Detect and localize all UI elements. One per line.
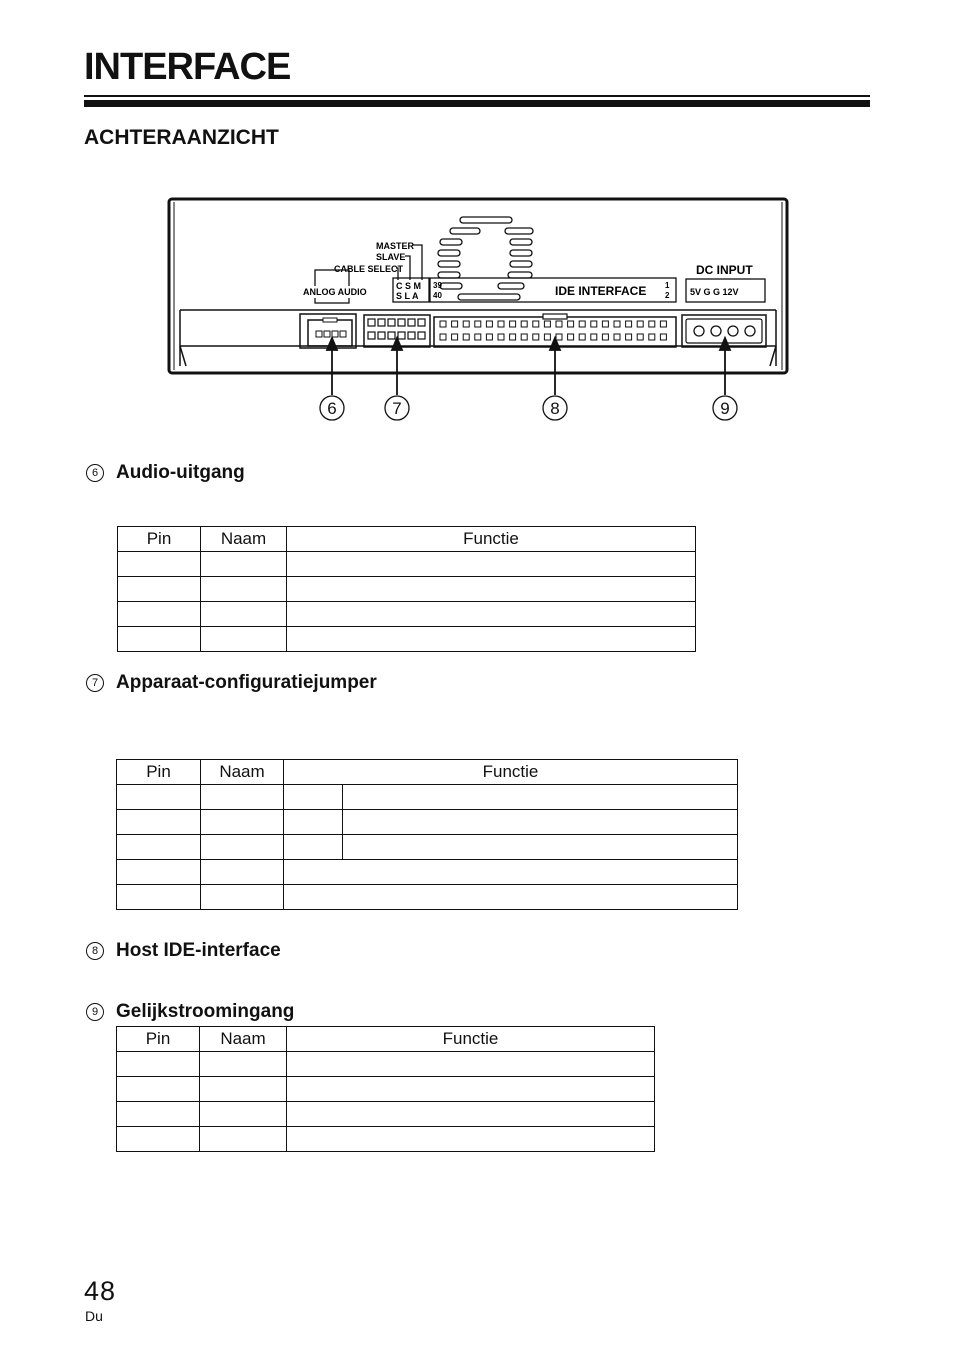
ide-pin: [649, 321, 655, 327]
ide-pin: [510, 334, 516, 340]
ide-pin: [533, 321, 539, 327]
section-number: 9: [86, 1003, 104, 1021]
pin-40-label: 40: [433, 291, 442, 300]
ide-pin: [452, 334, 458, 340]
table-header-row: [117, 1027, 655, 1052]
ide-pin: [579, 321, 585, 327]
section-dc-heading: [86, 1001, 294, 1023]
table-header-pin: Pin: [117, 1027, 200, 1052]
table-header-naam: Naam: [201, 527, 287, 552]
vent-slots: [438, 217, 533, 300]
page-title: INTERFACE: [84, 46, 291, 88]
title-rule-thick: [84, 100, 870, 107]
table-row: [117, 785, 738, 810]
ide-pin: [452, 321, 458, 327]
dc-pins-label: 5V G G 12V: [690, 287, 739, 297]
table-row: [118, 577, 696, 602]
table-row: [118, 602, 696, 627]
jumper-pin-table: [116, 759, 738, 910]
section-title: Host IDE-interface: [116, 940, 281, 961]
table-header-pin: Pin: [117, 760, 201, 785]
section-heading: ACHTERAANZICHT: [84, 126, 279, 149]
ide-pin: [544, 334, 550, 340]
ide-pin: [556, 321, 562, 327]
jumper-top-label: C S M: [396, 281, 422, 291]
ide-pin: [486, 334, 492, 340]
table-row: [117, 1127, 655, 1152]
dc-pin-table: [116, 1026, 655, 1152]
callout-9: 9: [720, 399, 730, 418]
callout-6: 6: [327, 399, 337, 418]
table-header-row: [118, 527, 696, 552]
table-header-functie: Functie: [287, 527, 696, 552]
pin-2-label: 2: [665, 291, 670, 300]
ide-pin: [637, 334, 643, 340]
table-row: [117, 1077, 655, 1102]
section-title: Apparaat-configuratiejumper: [116, 672, 377, 693]
section-title: Gelijkstroomingang: [116, 1001, 295, 1022]
pin-1-label: 1: [665, 281, 670, 290]
table-header-row: [117, 760, 738, 785]
callout-8: 8: [550, 399, 560, 418]
section-ide-heading: [86, 940, 281, 962]
ide-pin: [626, 321, 632, 327]
ide-pin: [602, 334, 608, 340]
ide-pin: [614, 321, 620, 327]
ide-pin: [602, 321, 608, 327]
ide-pin: [568, 321, 574, 327]
ide-pin: [637, 321, 643, 327]
section-audio-heading: [86, 462, 245, 484]
table-header-naam: Naam: [200, 1027, 287, 1052]
rear-panel-diagram: [160, 190, 800, 430]
audio-pin-table: [117, 526, 696, 652]
ide-pin: [568, 334, 574, 340]
audio-connector: [300, 314, 356, 348]
section-number: 6: [86, 464, 104, 482]
ide-pin: [660, 321, 666, 327]
ide-pin: [591, 334, 597, 340]
ide-pin: [614, 334, 620, 340]
ide-pin: [521, 321, 527, 327]
ide-pin: [498, 321, 504, 327]
ide-pin: [591, 321, 597, 327]
table-row: [117, 835, 738, 860]
ide-pin: [556, 334, 562, 340]
ide-pin: [440, 334, 446, 340]
callout-7: 7: [392, 399, 402, 418]
ide-pin: [440, 321, 446, 327]
ide-pin: [521, 334, 527, 340]
ide-pin: [579, 334, 585, 340]
ide-pin: [660, 334, 666, 340]
ide-pin: [544, 321, 550, 327]
ide-pin: [510, 321, 516, 327]
section-title: Audio-uitgang: [116, 462, 245, 483]
title-rule-thin: [84, 95, 870, 97]
anlog-audio-label: ANLOG AUDIO: [303, 287, 367, 297]
ide-pin: [626, 334, 632, 340]
ide-pin: [649, 334, 655, 340]
slave-label: SLAVE: [376, 252, 406, 262]
page-number: 48: [84, 1276, 117, 1306]
table-row: [117, 810, 738, 835]
table-row: [117, 860, 738, 885]
ide-pin: [463, 321, 469, 327]
ide-interface-label: IDE INTERFACE: [555, 284, 647, 298]
language-code: Du: [85, 1308, 103, 1324]
cable-select-label: CABLE SELECT: [334, 264, 404, 274]
table-header-functie: Functie: [284, 760, 738, 785]
ide-pin: [475, 321, 481, 327]
dc-input-label: DC INPUT: [696, 263, 753, 277]
section-number: 8: [86, 942, 104, 960]
table-header-naam: Naam: [201, 760, 284, 785]
ide-pin: [475, 334, 481, 340]
ide-pin: [498, 334, 504, 340]
table-header-pin: Pin: [118, 527, 201, 552]
table-row: [117, 1102, 655, 1127]
section-number: 7: [86, 674, 104, 692]
jumper-bottom-label: S L A: [396, 291, 419, 301]
section-jumper-heading: [86, 672, 377, 694]
pin-39-label: 39: [433, 281, 442, 290]
master-label: MASTER: [376, 241, 414, 251]
table-row: [118, 552, 696, 577]
ide-pin: [486, 321, 492, 327]
table-row: [117, 885, 738, 910]
ide-pin: [533, 334, 539, 340]
table-row: [118, 627, 696, 652]
table-header-functie: Functie: [287, 1027, 655, 1052]
ide-pin: [463, 334, 469, 340]
table-row: [117, 1052, 655, 1077]
